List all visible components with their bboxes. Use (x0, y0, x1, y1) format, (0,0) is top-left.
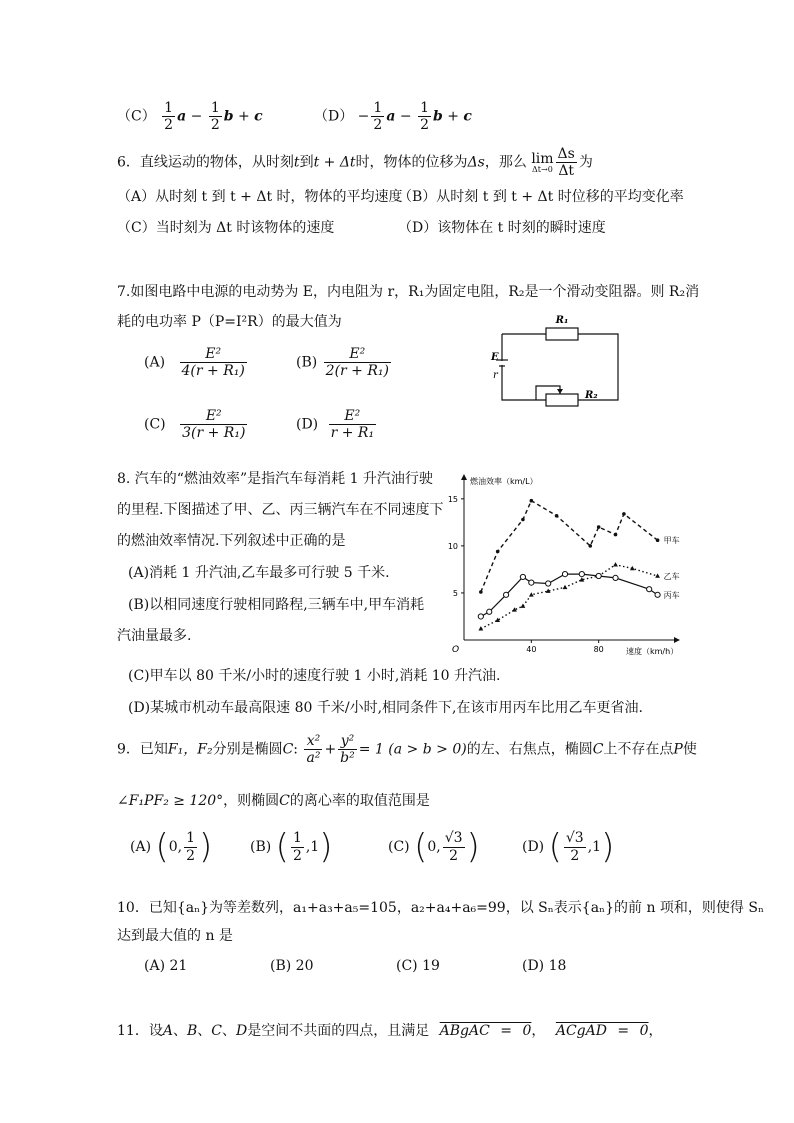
data-point (546, 581, 551, 586)
q8-option-b-1: (B)以相同速度行驶相同路程,三辆车中,甲车消耗 (128, 597, 425, 613)
q9-option-c: (C) (0, $\frac{√3}{2}$ ) (388, 827, 480, 867)
data-point (596, 573, 601, 578)
y-tick-label: 15 (447, 494, 458, 504)
fraction: $\frac{1}{2}$ (210, 100, 220, 134)
q7-option-b: (B) $\frac{\text{E²}}{\text{2(r + R₁)}}$ (296, 346, 389, 380)
origin-label: O (452, 645, 460, 655)
x-axis-arrow (674, 637, 680, 643)
data-point (656, 538, 660, 542)
q9-option-a: (A) (0, $\frac{1}{2}$ ) (130, 827, 213, 867)
q9-option-b: (B) ( $\frac{1}{2}$ ,1) (250, 827, 333, 867)
series-label: 甲车 (663, 536, 680, 546)
y-tick-label: 10 (447, 541, 458, 551)
q9-line-2: ∠F₁PF₂ ≥ 120°，则椭圆C的离心率的取值范围是 (117, 793, 430, 809)
data-point (655, 592, 660, 597)
q9-option-d: (D) ( $\frac{√3}{2}$ ,1) (522, 827, 615, 867)
data-point (478, 626, 483, 630)
q8-line-3: 的燃油效率情况.下列叙述中正确的是 (117, 533, 346, 549)
data-point (478, 614, 483, 619)
q8-line-2: 的里程.下图描述了甲、乙、丙三辆汽车在不同速度下 (117, 502, 444, 518)
data-point (588, 544, 592, 548)
resistor-r1 (546, 328, 578, 340)
data-point (496, 550, 500, 554)
data-point (562, 572, 567, 577)
q7-option-c: (C) $\frac{\text{E²}}{\text{3(r + R₁)}}$ (144, 408, 246, 442)
data-point (520, 574, 525, 579)
q9-stem: 9．已知F₁，F₂分别是椭圆C: $\frac{\text{x²}}{\text{a²}}$ + $\frac{\text{y²}}{\text{b²}}$ = 1 (a > b > 0)的左、右焦点，椭圆C上不存在点P使 (117, 733, 697, 767)
q8-line-1: 8. 汽车的“燃油效率”是指汽车每消耗 1 升汽油行驶 (117, 471, 433, 487)
q8-option-a: (A)消耗 1 升汽油,乙车最多可行驶 5 千米. (128, 565, 390, 581)
resistor-r2 (546, 394, 578, 406)
fraction: $\frac{1}{2}$ (164, 100, 174, 134)
q10-line-2: 达到最大值的 n 是 (117, 928, 233, 944)
data-point (614, 533, 618, 537)
limit-operator: lim Δt→0 (531, 150, 554, 174)
data-point (597, 525, 601, 529)
q7-line-2: 耗的电功率 P（P=I²R）的最大值为 (117, 314, 342, 330)
data-point (521, 518, 525, 522)
q10-option-c: (C) 19 (396, 958, 440, 974)
q5-option-d: （D） − $\frac{1}{2}$ a − $\frac{1}{2}$ b + c (314, 100, 472, 134)
data-point (530, 499, 534, 503)
q7-line-1: 7.如图电路中电源的电动势为 E，内电阻为 r，R₁为固定电阻，R₂是一个滑动变阻器。则 R₂消 (117, 284, 700, 300)
q10-option-d: (D) 18 (522, 958, 567, 974)
q8-option-c: (C)甲车以 80 千米/小时的速度行驶 1 小时,消耗 10 升汽油. (128, 668, 501, 684)
data-point (647, 587, 652, 592)
q7-option-d: (D) $\frac{\text{E²}}{\text{r + R₁}}$ (296, 408, 375, 442)
series-label: 乙车 (663, 572, 680, 581)
data-point (622, 512, 626, 516)
data-point (479, 590, 483, 594)
data-point (613, 562, 618, 566)
q11-stem: 11．设A、B、C、D是空间不共面的四点，且满足 ABgAC = 0， ACgAD = 0， (117, 1023, 663, 1039)
data-point (655, 573, 660, 577)
q5-option-c: （C） $\frac{1}{2}$ a − $\frac{1}{2}$ b + c (117, 100, 263, 134)
series-line-0 (481, 501, 658, 592)
data-point (579, 572, 584, 577)
data-point (503, 592, 508, 597)
data-point (487, 609, 492, 614)
y-axis-label: 燃油效率（km/L） (470, 477, 538, 486)
data-point (563, 585, 568, 589)
q10-option-b: (B) 20 (270, 958, 314, 974)
y-axis-arrow (461, 474, 467, 480)
q6-option-a: （A）从时刻 t 到 t + Δt 时，物体的平均速度 (117, 189, 403, 205)
q8-option-b-2: 汽油量最多. (117, 628, 192, 644)
fraction: $\frac{\Delta s}{\Delta t}$ (557, 146, 575, 180)
q10-option-a: (A) 21 (144, 958, 188, 974)
q6-option-d: （D）该物体在 t 时刻的瞬时速度 (398, 220, 606, 236)
data-point (529, 592, 534, 596)
data-point (613, 575, 618, 580)
fraction: $\frac{1}{2}$ (420, 100, 429, 134)
q8-option-d: (D)某城市机动车最高限速 80 千米/小时,相同条件下,在该市用丙车比用乙车更省油. (128, 700, 643, 716)
data-point (555, 514, 559, 518)
circuit-diagram (488, 312, 628, 410)
q6-option-b: （B）从时刻 t 到 t + Δt 时位移的平均变化率 (398, 189, 684, 205)
data-point (630, 566, 635, 570)
fuel-efficiency-chart (440, 470, 690, 660)
x-tick-label: 80 (593, 645, 604, 654)
q7-option-a: (A) $\frac{\text{E²}}{\text{4(r + R₁)}}$ (144, 346, 245, 380)
fraction: $\frac{1}{2}$ (373, 100, 383, 134)
x-axis-label: 速度（km/h） (626, 647, 679, 656)
slider-arrow (557, 389, 563, 394)
label-r1: R₁ (555, 315, 569, 326)
x-tick-label: 40 (526, 645, 537, 654)
series-label: 丙车 (663, 590, 680, 600)
label-r: r (493, 370, 498, 381)
y-tick-label: 5 (452, 588, 458, 598)
q6-option-c: （C）当时刻为 Δt 时该物体的速度 (117, 220, 335, 236)
data-point (529, 580, 534, 585)
q6-stem: 6．直线运动的物体，从时刻t到t + Δt时，物体的位移为Δs，那么 lim Δt→0 $\frac{\Delta s}{\Delta t}$ 为 (117, 146, 593, 180)
data-point (521, 604, 526, 608)
q10-line-1: 10．已知{aₙ}为等差数列，a₁+a₃+a₅=105，a₂+a₄+a₆=99，以 Sₙ表示{aₙ}的前 n 项和，则使得 Sₙ (117, 900, 765, 916)
label-e: E (491, 352, 499, 363)
label-r2: R₂ (585, 390, 598, 401)
